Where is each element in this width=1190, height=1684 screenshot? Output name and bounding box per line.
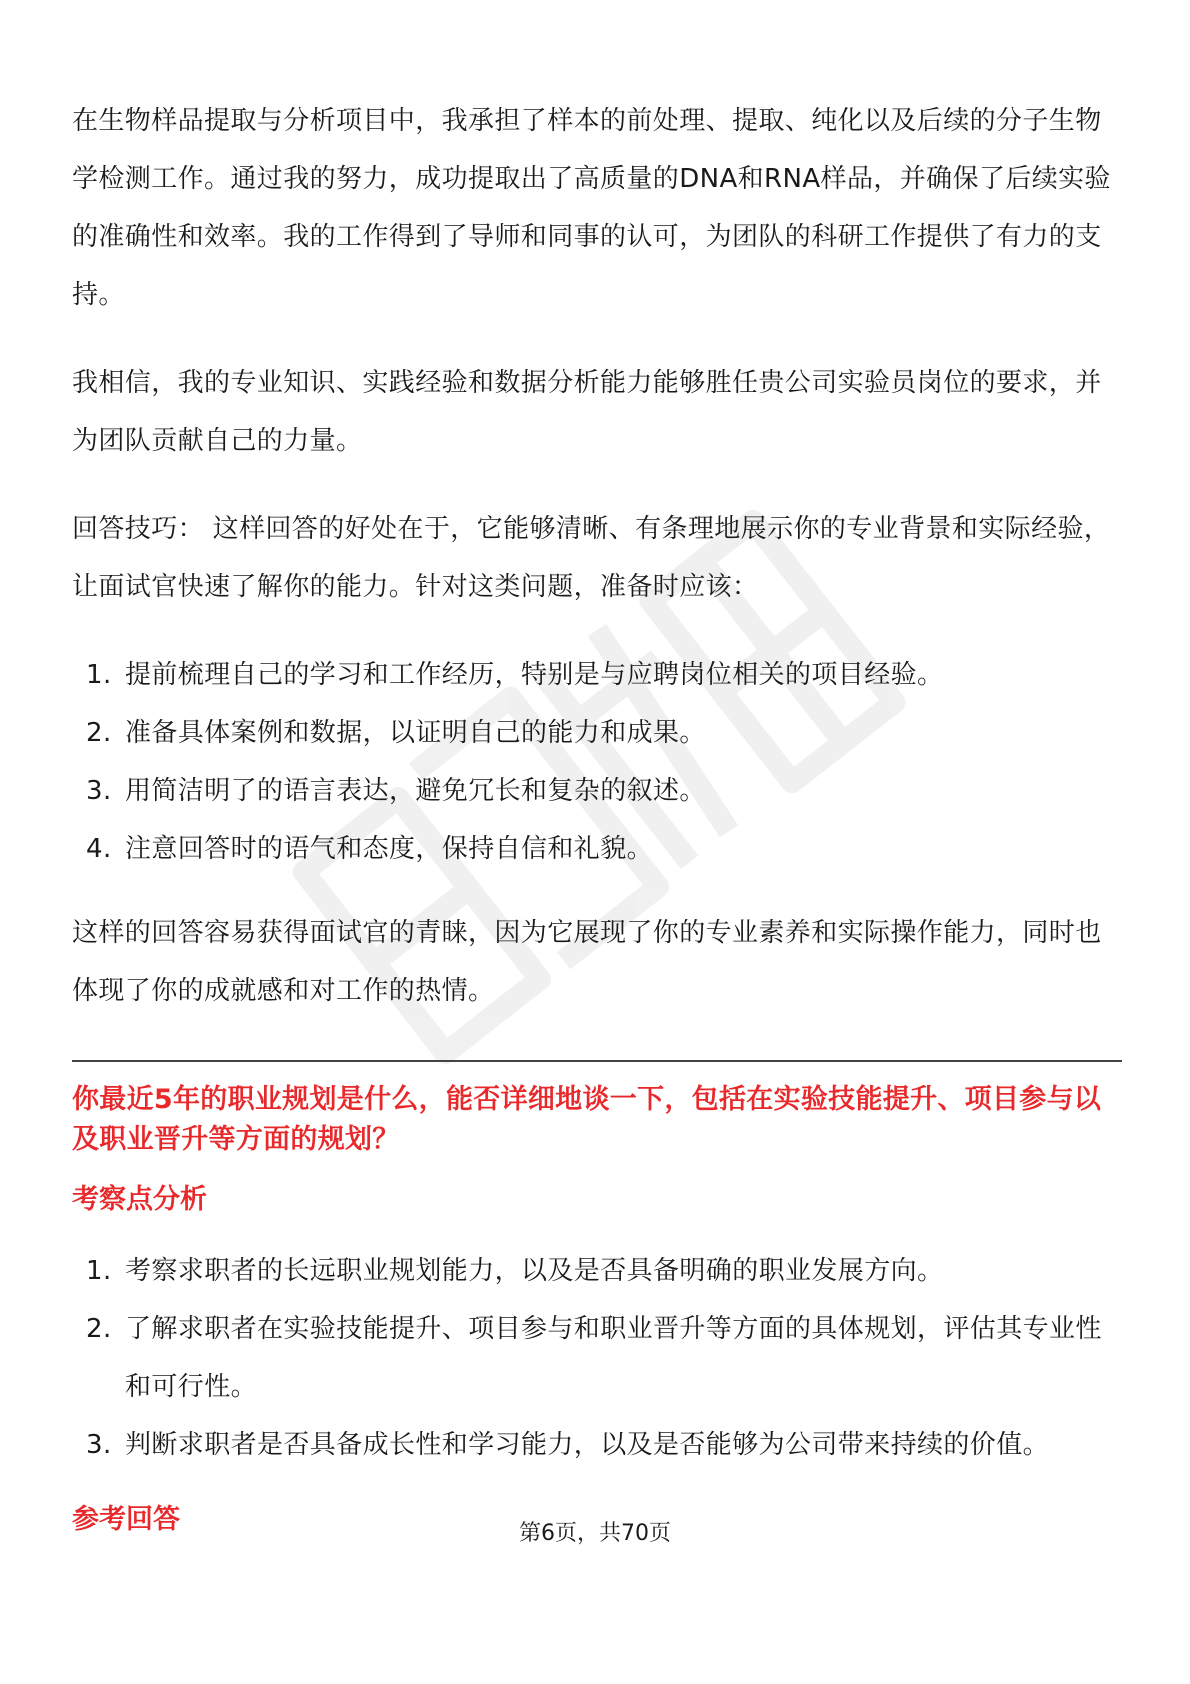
reference-answer-heading: 参考回答 (72, 1504, 180, 1535)
list-item: 1. 提前梳理自己的学习和工作经历，特别是与应聘岗位相关的项目经验。 (86, 660, 944, 690)
analysis-heading: 考察点分析 (72, 1184, 207, 1215)
paragraph-project-experience: 在生物样品提取与分析项目中，我承担了样本的前处理、提取、纯化以及后续的分子生物学检测工作。通过我的努力，成功提取出了高质量的DNA和RNA样品，并确保了后续实验的准确性和效率。我的工作得到了导师和同事的认可，为团队的科研工作提供了有力的支持。 (72, 106, 1111, 310)
paragraph-self-belief: 我相信，我的专业知识、实践经验和数据分析能力能够胜任贵公司实验员岗位的要求，并为团队贡献自己的力量。 (72, 368, 1102, 456)
list-item: 1. 考察求职者的长远职业规划能力，以及是否具备明确的职业发展方向。 (86, 1256, 944, 1286)
analysis-list (72, 1242, 1122, 1474)
list-item: 3. 用简洁明了的语言表达，避免冗长和复杂的叙述。 (86, 776, 706, 806)
paragraph-answer-tips: 回答技巧： 这样回答的好处在于，它能够清晰、有条理地展示你的专业背景和实际经验，让面试官快速了解你的能力。针对这类问题，准备时应该： (72, 514, 1111, 602)
question-title: 你最近5年的职业规划是什么，能否详细地谈一下，包括在实验技能提升、项目参与以及职业晋升等方面的规划？ (72, 1084, 1102, 1155)
section-divider (72, 1060, 1122, 1062)
list-item: 3. 判断求职者是否具备成长性和学习能力，以及是否能够为公司带来持续的价值。 (86, 1430, 1050, 1460)
list-item: 2. 了解求职者在实验技能提升、项目参与和职业晋升等方面的具体规划，评估其专业性和可行性。 (86, 1314, 1102, 1402)
page-number: 第6页，共70页 (519, 1521, 671, 1546)
list-item: 4. 注意回答时的语气和态度，保持自信和礼貌。 (86, 834, 654, 864)
main-content (72, 92, 1122, 1562)
paragraph-closing: 这样的回答容易获得面试官的青睐，因为它展现了你的专业素养和实际操作能力，同时也体现了你的成就感和对工作的热情。 (72, 918, 1102, 1006)
list-item: 2. 准备具体案例和数据，以证明自己的能力和成果。 (86, 718, 706, 748)
tips-list (72, 646, 1122, 878)
